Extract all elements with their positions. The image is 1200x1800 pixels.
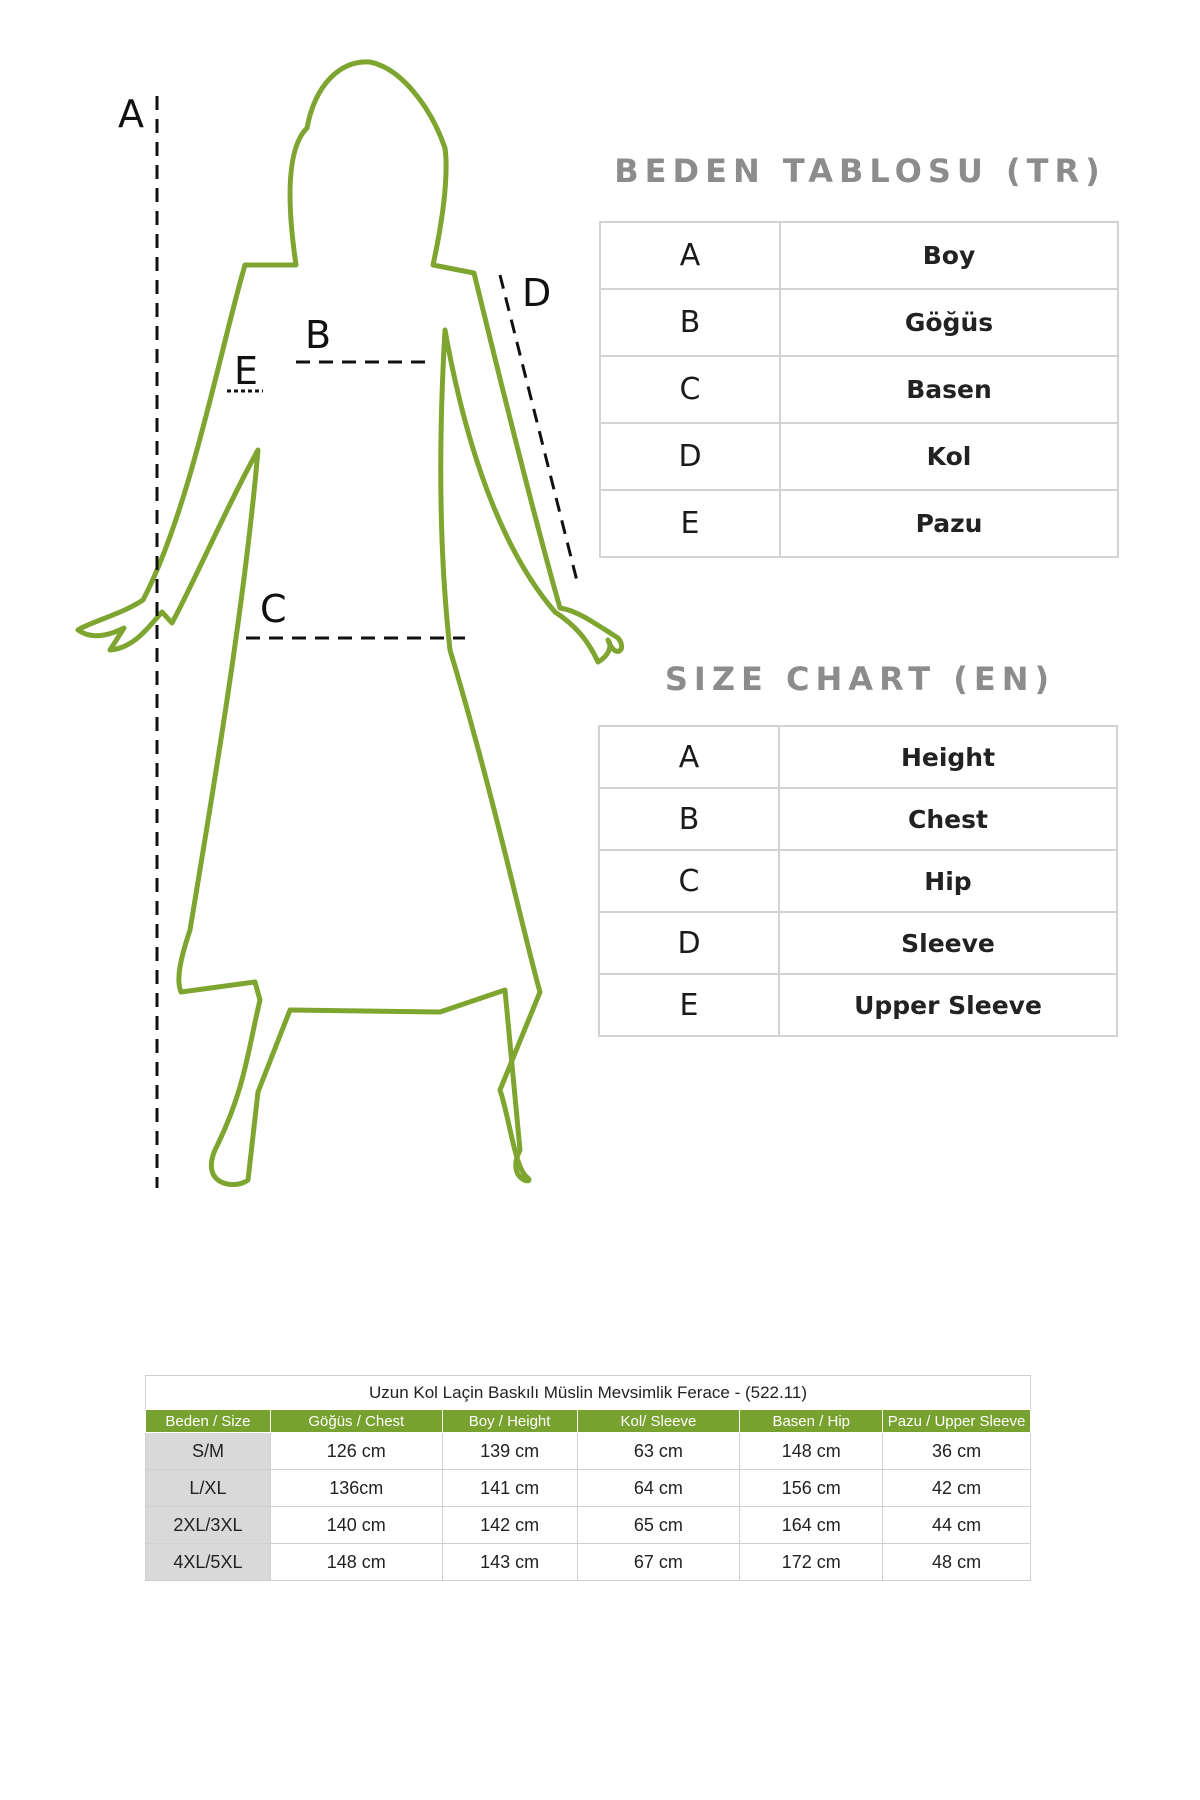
table-row bbox=[599, 726, 1117, 788]
table-row bbox=[599, 974, 1117, 1036]
table-row bbox=[599, 788, 1117, 850]
body-measurement-diagram bbox=[0, 0, 640, 1200]
tr-key: A bbox=[600, 222, 780, 289]
size-cell: L/XL bbox=[146, 1470, 271, 1507]
header-hip: Basen / Hip bbox=[740, 1410, 883, 1433]
en-key: B bbox=[599, 788, 779, 850]
tr-chart-title: BEDEN TABLOSU (TR) bbox=[614, 152, 1106, 190]
sleeve-cell: 65 cm bbox=[577, 1507, 740, 1544]
size-table-caption: Uzun Kol Laçin Baskılı Müslin Mevsimlik Ferace - (522.11) bbox=[145, 1375, 1031, 1409]
table-row bbox=[600, 490, 1118, 557]
label-a: A bbox=[118, 92, 144, 136]
chest-cell: 148 cm bbox=[270, 1544, 442, 1581]
tr-key: C bbox=[600, 356, 780, 423]
table-row bbox=[146, 1433, 1031, 1470]
hip-cell: 172 cm bbox=[740, 1544, 883, 1581]
height-cell: 143 cm bbox=[442, 1544, 577, 1581]
label-b: B bbox=[305, 313, 332, 357]
tr-value: Kol bbox=[780, 423, 1118, 490]
table-row bbox=[599, 850, 1117, 912]
label-c: C bbox=[260, 587, 287, 631]
table-row bbox=[146, 1507, 1031, 1544]
hip-cell: 156 cm bbox=[740, 1470, 883, 1507]
chest-cell: 136cm bbox=[270, 1470, 442, 1507]
en-value: Height bbox=[779, 726, 1117, 788]
chest-cell: 126 cm bbox=[270, 1433, 442, 1470]
size-cell: 2XL/3XL bbox=[146, 1507, 271, 1544]
tr-key: B bbox=[600, 289, 780, 356]
sleeve-cell: 67 cm bbox=[577, 1544, 740, 1581]
size-table-header-row bbox=[146, 1410, 1031, 1433]
label-d: D bbox=[522, 271, 552, 315]
sleeve-cell: 63 cm bbox=[577, 1433, 740, 1470]
chest-cell: 140 cm bbox=[270, 1507, 442, 1544]
header-chest: Göğüs / Chest bbox=[270, 1410, 442, 1433]
en-key: E bbox=[599, 974, 779, 1036]
height-cell: 139 cm bbox=[442, 1433, 577, 1470]
en-value: Chest bbox=[779, 788, 1117, 850]
hip-cell: 164 cm bbox=[740, 1507, 883, 1544]
sleeve-cell: 64 cm bbox=[577, 1470, 740, 1507]
product-size-table bbox=[145, 1375, 1031, 1581]
upper-sleeve-cell: 36 cm bbox=[883, 1433, 1031, 1470]
upper-sleeve-cell: 42 cm bbox=[883, 1470, 1031, 1507]
table-row bbox=[600, 356, 1118, 423]
table-row bbox=[600, 423, 1118, 490]
height-cell: 141 cm bbox=[442, 1470, 577, 1507]
tr-measurement-table bbox=[599, 221, 1119, 558]
tr-key: D bbox=[600, 423, 780, 490]
upper-sleeve-cell: 48 cm bbox=[883, 1544, 1031, 1581]
size-cell: S/M bbox=[146, 1433, 271, 1470]
en-chart-title: SIZE CHART (EN) bbox=[664, 660, 1056, 698]
tr-value: Boy bbox=[780, 222, 1118, 289]
en-key: D bbox=[599, 912, 779, 974]
tr-value: Pazu bbox=[780, 490, 1118, 557]
header-size: Beden / Size bbox=[146, 1410, 271, 1433]
table-row bbox=[599, 912, 1117, 974]
en-value: Upper Sleeve bbox=[779, 974, 1117, 1036]
en-key: C bbox=[599, 850, 779, 912]
tr-value: Göğüs bbox=[780, 289, 1118, 356]
size-cell: 4XL/5XL bbox=[146, 1544, 271, 1581]
en-value: Hip bbox=[779, 850, 1117, 912]
hip-cell: 148 cm bbox=[740, 1433, 883, 1470]
header-upper-sleeve: Pazu / Upper Sleeve bbox=[883, 1410, 1031, 1433]
table-row bbox=[146, 1544, 1031, 1581]
tr-value: Basen bbox=[780, 356, 1118, 423]
tr-key: E bbox=[600, 490, 780, 557]
height-cell: 142 cm bbox=[442, 1507, 577, 1544]
dress-silhouette-outline bbox=[78, 62, 622, 1185]
en-measurement-table bbox=[598, 725, 1118, 1037]
label-e: E bbox=[234, 349, 259, 393]
en-key: A bbox=[599, 726, 779, 788]
header-height: Boy / Height bbox=[442, 1410, 577, 1433]
en-value: Sleeve bbox=[779, 912, 1117, 974]
table-row bbox=[600, 222, 1118, 289]
upper-sleeve-cell: 44 cm bbox=[883, 1507, 1031, 1544]
table-row bbox=[600, 289, 1118, 356]
table-row bbox=[146, 1470, 1031, 1507]
header-sleeve: Kol/ Sleeve bbox=[577, 1410, 740, 1433]
